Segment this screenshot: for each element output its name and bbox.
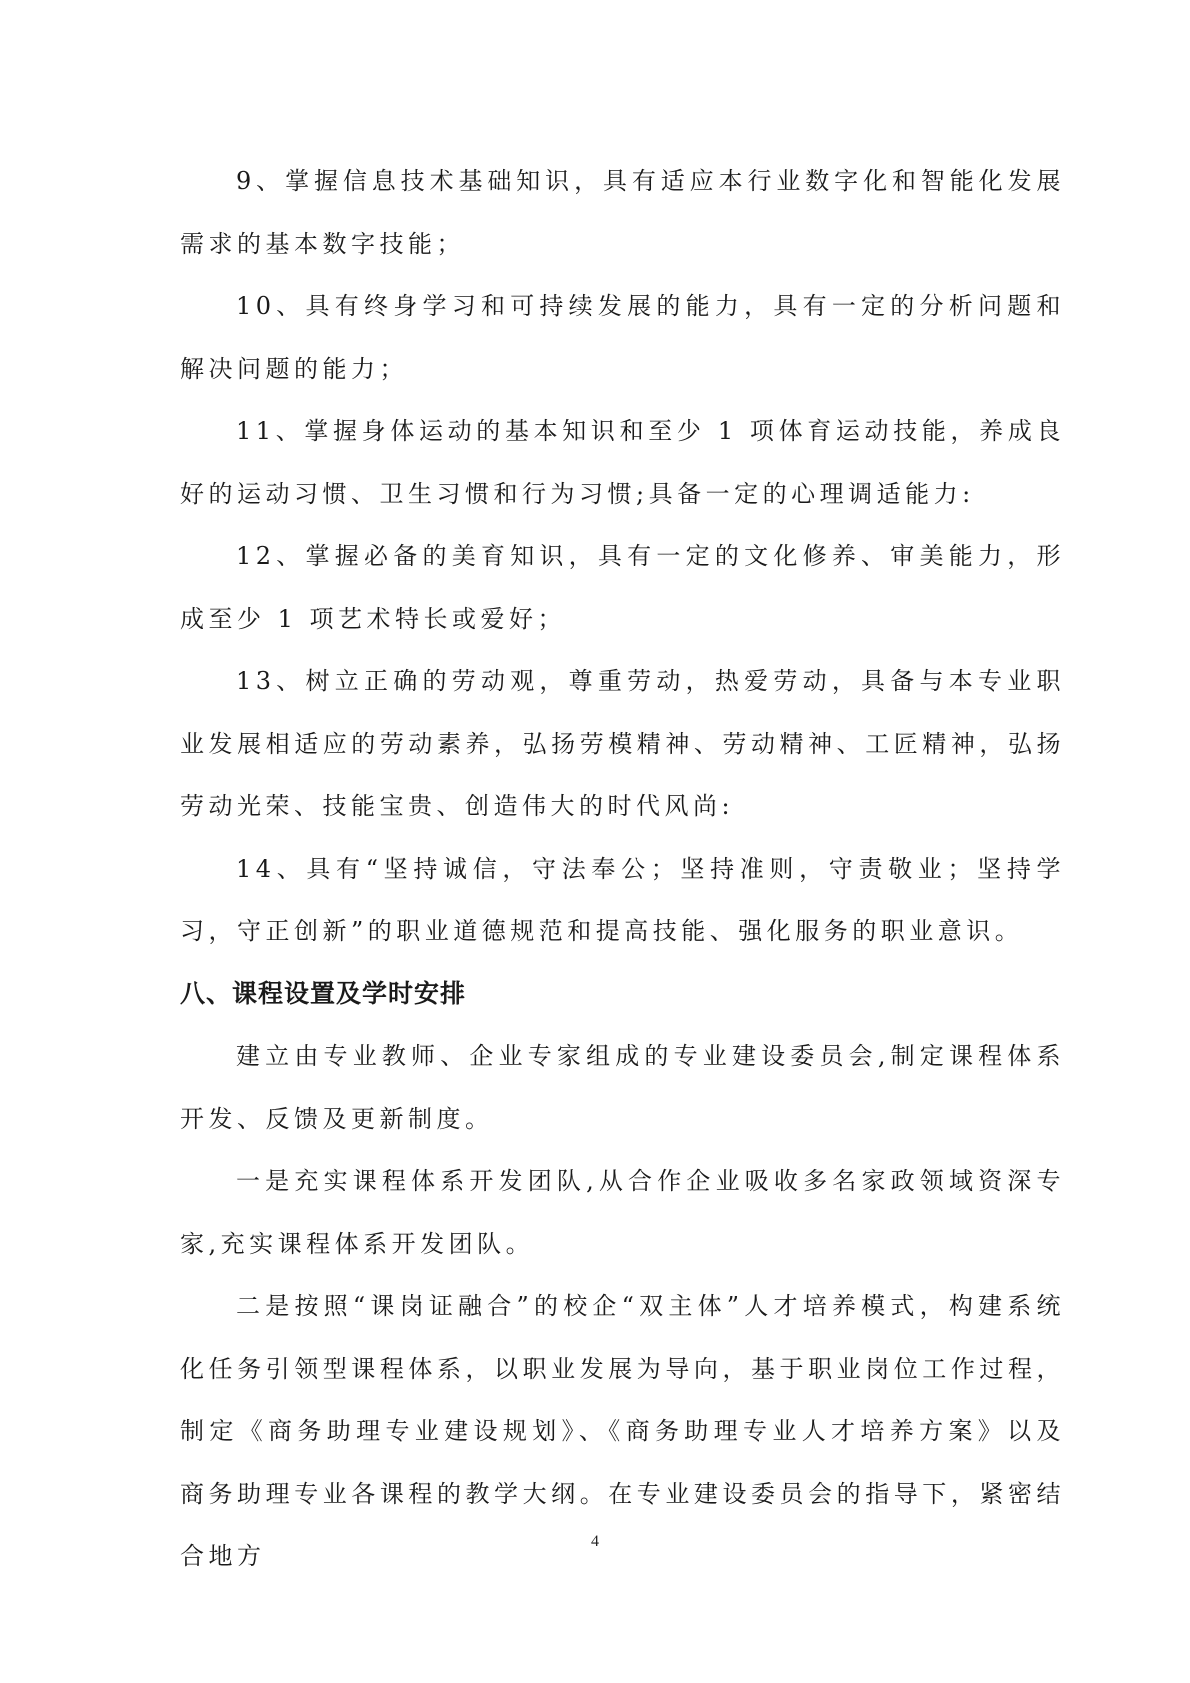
paragraph-second-measure: 二是按照“课岗证融合”的校企“双主体”人才培养模式，构建系统化任务引领型课程体系，以职业发展为导向，基于职业岗位工作过程，制定《商务助理专业建设规划》、《商务助理专业人才培养方案》以及商务助理专业各课程的教学大纲。在专业建设委员会的指导下，紧密结合地方 bbox=[180, 1292, 1065, 1570]
paragraph-first-measure: 一是充实课程体系开发团队,从合作企业吸收多名家政领域资深专家,充实课程体系开发团队。 bbox=[180, 1167, 1065, 1258]
paragraph-item-9: 9、掌握信息技术基础知识，具有适应本行业数字化和智能化发展需求的基本数字技能； bbox=[180, 167, 1065, 258]
paragraph-item-10: 10、具有终身学习和可持续发展的能力，具有一定的分析问题和解决问题的能力； bbox=[180, 292, 1065, 383]
page-content bbox=[180, 150, 1065, 1588]
paragraph-item-14: 14、具有“坚持诚信，守法奉公；坚持准则，守责敬业；坚持学习，守正创新”的职业道德规范和提高技能、强化服务的职业意识。 bbox=[180, 854, 1065, 945]
paragraph-item-12: 12、掌握必备的美育知识，具有一定的文化修养、审美能力，形成至少 1 项艺术特长或爱好； bbox=[180, 542, 1065, 633]
section-heading: 八、课程设置及学时安排 bbox=[180, 978, 467, 1008]
page-number: 4 bbox=[591, 1533, 599, 1550]
paragraph-item-11: 11、掌握身体运动的基本知识和至少 1 项体育运动技能，养成良好的运动习惯、卫生习惯和行为习惯;具备一定的心理调适能力: bbox=[180, 417, 1065, 508]
paragraph-item-13: 13、树立正确的劳动观，尊重劳动，热爱劳动，具备与本专业职业发展相适应的劳动素养，弘扬劳模精神、劳动精神、工匠精神，弘扬劳动光荣、技能宝贵、创造伟大的时代风尚: bbox=[180, 667, 1065, 820]
paragraph-committee: 建立由专业教师、企业专家组成的专业建设委员会,制定课程体系开发、反馈及更新制度。 bbox=[180, 1042, 1065, 1133]
